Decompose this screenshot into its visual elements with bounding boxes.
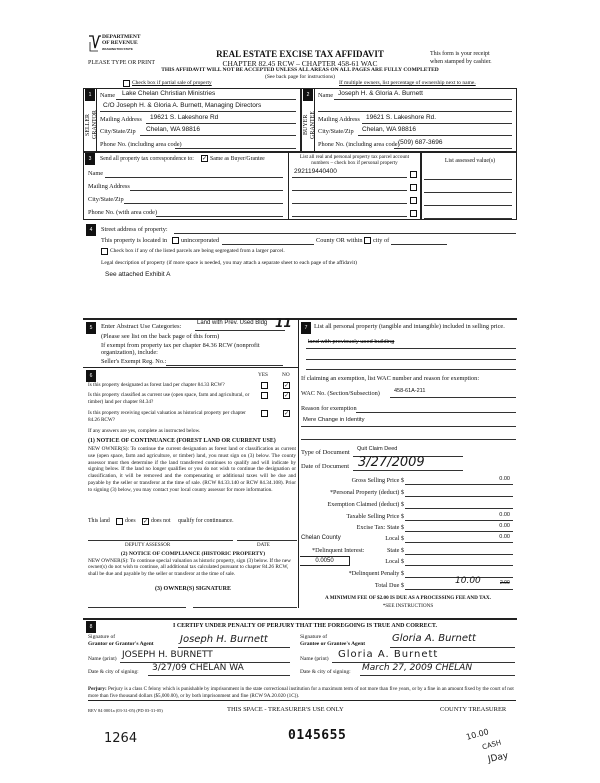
notice-compliance-title: (2) NOTICE OF COMPLIANCE (HISTORIC PROPERTY): [120, 551, 266, 557]
logo-line2: OF REVENUE: [102, 40, 138, 46]
please-type: PLEASE TYPE OR PRINT: [88, 60, 156, 66]
does-qualify-checkbox[interactable]: [116, 518, 123, 525]
personal-property-label: List all personal property (tangible and intangible) included in selling price.: [314, 323, 505, 330]
notice-compliance-body: NEW OWNER(S): To continue special valuation as historic property, sign (3) below. If the new owner(s) do not wish to continue, all additional tax calculated pursuant to chapter 84.26 RCW, shall be due and payable by the seller or transferor at the time of sale.: [88, 558, 291, 577]
seller-phone-label: Phone No. (including area code): [100, 141, 182, 148]
see-back: (See back page for instructions): [265, 74, 335, 80]
if-yes-note: If any answers are yes, complete as instructed below.: [88, 428, 201, 434]
buyer-name-field[interactable]: Joseph H. & Gloria A. Burnett: [338, 90, 423, 97]
does-not-label: does not: [151, 518, 171, 524]
buyer-city-label: City/State/Zip: [318, 128, 354, 135]
washington-state-logo-icon: [88, 34, 102, 52]
notice-continuance-body: NEW OWNER(S): To continue the current designation as forest land or classification as current use (open space, farm and agriculture, or timber) land, you must sign on (3) below. The county assessor must then determine if the land transferred continues to qualify and will indicate by signing below. If the land no longer qualifies or you do not wish to continue the designation or classification, it will be removed and the compensating or additional taxes will be due and payable by the seller or transferor at the time of sale. (RCW 84.33.140 or RCW 84.34.108). Prior to signing (3) below, you may contact your local county assessor for more information.: [88, 446, 296, 493]
treasurer-use-label: THIS SPACE - TREASURER'S USE ONLY: [227, 706, 344, 713]
deputy-assessor-label: DEPUTY ASSESSOR: [125, 543, 171, 548]
revision-code: REV 84 0001a (03-31-05) (PD 03-31-05): [88, 708, 163, 713]
reason-exemption-field[interactable]: Mere Change in Identity: [303, 417, 365, 423]
abstract-use-field[interactable]: Land with Prev. Used Bldg: [197, 320, 268, 326]
qualify-label: qualify for continuance.: [178, 518, 234, 524]
city-of-label: city of: [373, 237, 390, 244]
buyer-address-label: Mailing Address: [318, 116, 360, 123]
unincorporated-label: unincorporated: [181, 237, 220, 244]
delinquent-interest-label: *Delinquent Interest:: [312, 547, 365, 554]
grantee-name-label: Name (print): [300, 656, 329, 662]
wac-number-field[interactable]: 458-61A-211: [394, 388, 426, 394]
owner-signature-label: (3) OWNER(S) SIGNATURE: [155, 586, 231, 592]
question-historical: Is this property receiving special valuation as historical property per chapter 84.26 RCW?: [88, 410, 246, 423]
warning-line: THIS AFFIDAVIT WILL NOT BE ACCEPTED UNLESS ALL AREAS ON ALL PAGES ARE FULLY COMPLETED: [161, 67, 439, 73]
corr-name-label: Name: [88, 170, 104, 177]
question-current-use: Is this property classified as current use (open space, farm and agricultural, or timber) land per chapter 84.34?: [88, 392, 250, 405]
grantee-date-city[interactable]: March 27, 2009 CHELAN: [362, 663, 473, 673]
document-date-field[interactable]: 3/27/2009: [358, 455, 425, 470]
multiple-owners-note: If multiple owners, list percentage of ownership next to name.: [339, 80, 476, 86]
grantee-name-print[interactable]: Gloria A. Burnett: [338, 649, 439, 660]
reason-exemption-label: Reason for exemption: [301, 405, 357, 412]
exemption-claimed-label: Exemption Claimed (deduct) $: [327, 501, 404, 508]
legal-description-label: Legal description of property (if more space is needed, you may attach a separate sheet to each page of the affidavit): [101, 260, 357, 266]
buyer-grantee-label: BUYER GRANTEE: [303, 111, 316, 139]
forest-land-no-checkbox[interactable]: ✓: [284, 382, 290, 389]
grantee-date-label: Date & city of signing:: [300, 669, 351, 675]
this-land-label: This land: [88, 518, 110, 524]
personal-property-checkbox[interactable]: [410, 210, 417, 217]
document-type-field[interactable]: Quit Claim Deed: [357, 446, 398, 452]
section-4-number: 4: [86, 224, 96, 236]
gross-selling-price-label: Gross Selling Price $: [351, 477, 404, 484]
seller-address-field[interactable]: 19621 S. Lakeshore Rd: [150, 114, 219, 121]
interest-rate-box: 0.0050: [300, 556, 350, 566]
section-2-number: 2: [303, 89, 313, 101]
perjury-text: Perjury is a class C felony which is punishable by imprisonment in the state correctional institution for a maximum term of not more than five years, or by a fine in an amount fixed by the court of not more than five thousand dollars ($5,000.00), or by both imprisonment and fine (RCW 9A.20.020 (1C)).: [88, 686, 514, 699]
does-label: does: [125, 518, 136, 524]
grantor-signature[interactable]: Joseph H. Burnett: [180, 634, 268, 645]
seller-city-field[interactable]: Chelan, WA 98816: [146, 126, 200, 133]
unincorporated-checkbox[interactable]: [172, 237, 179, 244]
receipt-stamp-number: 0145655: [288, 728, 347, 743]
corr-city-label: City/State/Zip: [88, 196, 124, 203]
current-use-yes-checkbox[interactable]: [261, 392, 268, 399]
personal-property-deduct-label: *Personal Property (deduct) $: [329, 489, 404, 496]
buyer-address-field[interactable]: 19621 S. Lakeshore Rd.: [366, 114, 437, 121]
handwritten-cash: CASH: [481, 738, 503, 752]
abstract-code-handwritten: 11: [275, 316, 292, 330]
seller-name-line2-field[interactable]: C/O Joseph H. & Gloria A. Burnett, Managing Directors: [103, 102, 262, 109]
section-8-number: 8: [86, 621, 96, 633]
grantee-signature-label2: Grantee or Grantee's Agent: [300, 641, 366, 647]
document-type-label: Type of Document: [301, 449, 350, 456]
correspondence-label: Send all property tax correspondence to:: [100, 156, 194, 162]
question-forest-land: Is this property designated as forest land per chapter 84.33 RCW?: [88, 382, 225, 388]
see-list-note: (Please see list on the back page of this form): [101, 333, 220, 340]
partial-sale-checkbox[interactable]: [123, 80, 130, 87]
handwritten-initials: JDay: [487, 750, 510, 766]
grantee-signature-label1: Signature of: [300, 634, 328, 640]
handwritten-number: 1264: [104, 731, 138, 746]
historical-no-checkbox[interactable]: ✓: [284, 410, 290, 417]
gross-selling-price-field[interactable]: 0.00: [499, 476, 510, 482]
excise-tax-state-field[interactable]: 0.00: [499, 523, 510, 529]
segregated-label: Check box if any of the listed parcels are being segregated from a larger parcel.: [110, 248, 285, 254]
struck-total: 2.00: [500, 580, 510, 586]
grantee-signature[interactable]: Gloria A. Burnett: [392, 633, 476, 644]
seller-city-label: City/State/Zip: [100, 128, 136, 135]
section-7-number: 7: [301, 322, 311, 334]
seller-name-field[interactable]: Lake Chelan Christian Ministries: [122, 90, 216, 97]
personal-property-field[interactable]: land with previously used building: [308, 339, 395, 345]
parcel-header: List all real and personal property tax parcel account numbers – check box if personal property: [299, 154, 410, 166]
exemption-claim-label: If claiming an exemption, list WAC number and reason for exemption:: [301, 375, 480, 382]
taxable-selling-price-field[interactable]: 0.00: [499, 512, 510, 518]
logo-line3: WASHINGTON STATE: [102, 47, 133, 51]
yes-header: YES: [258, 372, 269, 378]
personal-property-checkbox[interactable]: [410, 171, 417, 178]
seller-grantor-label: SELLER GRANTOR: [85, 110, 98, 140]
logo-line1: DEPARTMENT: [102, 34, 141, 40]
total-due-label: Total Due $: [374, 582, 404, 589]
personal-property-checkbox[interactable]: [410, 197, 417, 204]
see-instructions-note: *SEE INSTRUCTIONS: [382, 603, 434, 609]
grantor-date-city[interactable]: 3/27/09 CHELAN WA: [152, 663, 244, 673]
document-date-label: Date of Document: [301, 463, 350, 470]
taxable-selling-price-label: Taxable Selling Price $: [346, 513, 404, 520]
perjury-bold: Perjury:: [88, 686, 107, 692]
parcel-number-field[interactable]: 292119440400: [294, 168, 337, 175]
grantor-signature-label2: Grantor or Grantor's Agent: [88, 641, 154, 647]
exempt-nonprofit-note: If exempt from property tax per chapter 84.36 RCW (nonprofit organization), include:: [101, 342, 260, 356]
county-treasurer-label: COUNTY TREASURER: [440, 706, 507, 713]
dor-logo: [88, 34, 148, 54]
excise-tax-local-label: Local $: [385, 535, 404, 542]
form-title: REAL ESTATE EXCISE TAX AFFIDAVIT: [216, 49, 384, 59]
buyer-city-field[interactable]: Chelan, WA 98816: [362, 126, 416, 133]
street-address-label: Street address of property:: [101, 226, 168, 233]
grantor-signature-label1: Signature of: [88, 634, 116, 640]
seller-address-label: Mailing Address: [100, 116, 142, 123]
chapter-line: CHAPTER 82.45 RCW – CHAPTER 458-61 WAC: [222, 59, 378, 68]
delinquent-interest-state-label: State $: [386, 547, 404, 554]
section-5-number: 5: [86, 322, 96, 334]
does-not-qualify-checkbox[interactable]: ✓: [143, 518, 149, 525]
county-or-within-label: County OR within: [316, 237, 363, 244]
date-label: DATE: [257, 543, 270, 548]
corr-phone-label: Phone No. (with area code): [88, 209, 158, 216]
county-name: Chelan County: [301, 535, 341, 541]
buyer-phone-field[interactable]: (509) 687-3696: [398, 139, 443, 146]
excise-tax-local-field[interactable]: 0.00: [499, 534, 510, 540]
grantor-date-label: Date & city of signing:: [88, 669, 139, 675]
handwritten-amount: 10.00: [465, 727, 490, 742]
forest-land-yes-checkbox[interactable]: [261, 382, 268, 389]
delinquent-interest-local-label: Local $: [385, 558, 404, 565]
perjury-notice: [88, 686, 516, 701]
section-1-number: 1: [85, 89, 95, 101]
minimum-fee-note: A MINIMUM FEE OF $2.00 IS DUE AS A PROCESSING FEE AND TAX.: [325, 595, 491, 601]
section-6-number: 6: [86, 370, 96, 382]
delinquent-penalty-label: *Delinquent Penalty $: [348, 570, 404, 577]
grantor-name-print[interactable]: JOSEPH H. BURNETT: [122, 650, 213, 660]
certify-statement: I CERTIFY UNDER PENALTY OF PERJURY THAT THE FOREGOING IS TRUE AND CORRECT.: [172, 623, 437, 629]
city-checkbox[interactable]: [364, 237, 371, 244]
seller-name-label: Name: [100, 92, 116, 99]
section-3-number: 3: [85, 153, 95, 165]
excise-tax-state-label: Excise Tax: State $: [356, 524, 404, 531]
exempt-reg-label: Seller's Exempt Reg. No.:: [101, 358, 167, 365]
total-due-field[interactable]: 10.00: [455, 576, 481, 586]
segregated-checkbox[interactable]: [101, 248, 108, 255]
personal-property-checkbox[interactable]: [410, 184, 417, 191]
legal-description-field[interactable]: See attached Exhibit A: [105, 271, 171, 278]
receipt-line1: This form is your receipt: [430, 51, 490, 57]
same-as-buyer-label: Same as Buyer/Grantee: [210, 156, 265, 162]
wac-number-label: WAC No. (Section/Subsection): [301, 390, 380, 397]
corr-address-label: Mailing Address: [88, 183, 130, 190]
located-in-label: This property is located in: [101, 237, 168, 244]
abstract-use-label: Enter Abstract Use Categories:: [101, 323, 182, 330]
notice-continuance-title: (1) NOTICE OF CONTINUANCE (FOREST LAND OR CURRENT USE): [88, 438, 276, 444]
same-as-buyer-checkbox[interactable]: ✓: [202, 155, 208, 162]
assessed-header: List assessed value(s): [444, 158, 496, 164]
buyer-phone-label: Phone No. (including area code): [318, 141, 400, 148]
buyer-name-label: Name: [318, 92, 334, 99]
grantor-name-label: Name (print): [88, 656, 117, 662]
current-use-no-checkbox[interactable]: ✓: [284, 392, 290, 399]
no-header: NO: [282, 372, 290, 378]
partial-sale-label: Check box if partial sale of property: [132, 80, 212, 86]
receipt-line2: when stamped by cashier.: [430, 59, 492, 65]
historical-yes-checkbox[interactable]: [261, 410, 268, 417]
